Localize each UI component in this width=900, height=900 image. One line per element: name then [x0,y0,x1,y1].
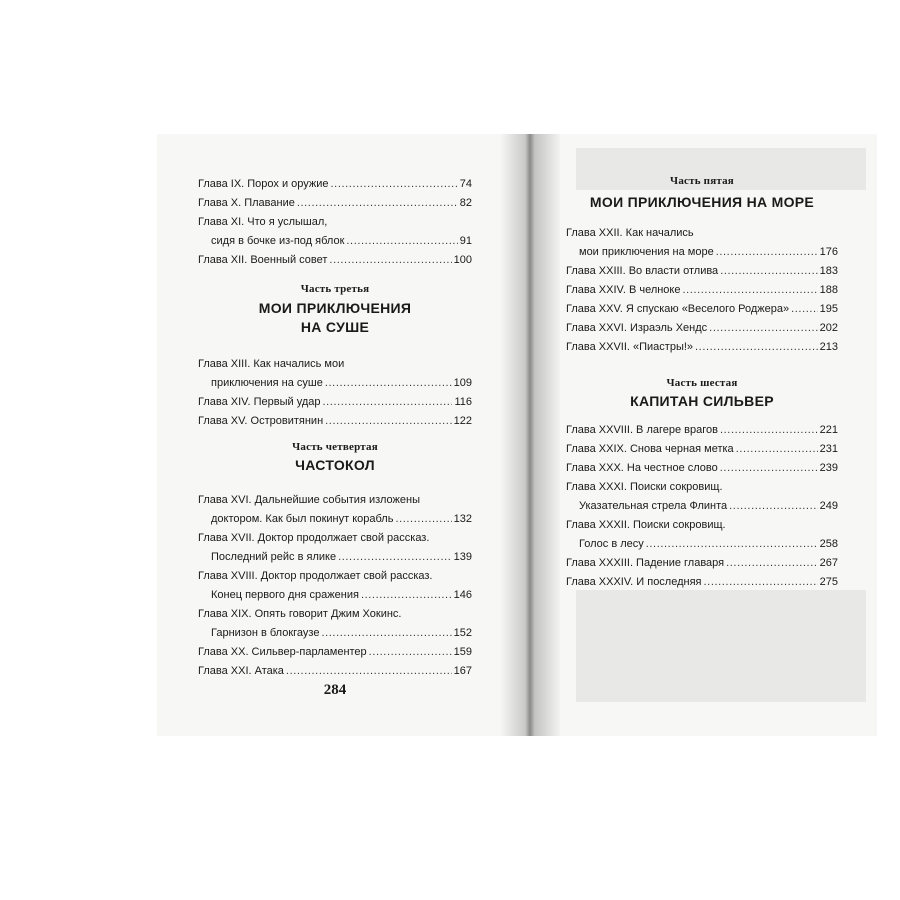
part-label: Часть пятая [670,175,734,187]
part-title: МОИ ПРИКЛЮЧЕНИЯ [258,300,412,316]
dot-leader [322,393,452,412]
part-heading [566,175,838,212]
chapter-title: Глава XIV. Первый удар [198,396,321,408]
part-label: Часть четвертая [292,441,378,453]
chapter-page-number: 152 [453,627,472,639]
chapter-title: Глава XI. Что я услышал, [198,216,328,228]
chapter-page-number: 109 [453,377,472,389]
dot-leader [726,554,818,573]
chapter-page-number: 146 [453,589,472,601]
dot-leader [331,175,458,194]
chapter-title: мои приключения на море [579,246,714,258]
dot-leader [395,510,451,529]
toc-entry-line [198,529,472,548]
part-label: Часть третья [300,283,370,295]
dot-leader [329,251,451,270]
chapter-page-number: 82 [459,197,472,209]
chapter-title: сидя в бочке из-под яблок [211,235,345,247]
toc-list [198,355,472,431]
toc-entry-line [198,412,472,431]
chapter-title: Глава XXX. На честное слово [566,462,718,474]
chapter-page-number: 100 [453,254,472,266]
dot-leader [720,262,817,281]
chapter-title: доктором. Как был покинут корабль [211,513,394,525]
chapter-title: Глава XIII. Как начались мои [198,358,345,370]
toc-entry-line [566,554,838,573]
chapter-page-number: 202 [819,322,838,334]
chapter-title: Глава XXI. Атака [198,665,284,677]
chapter-page-number: 116 [454,396,472,408]
dot-leader [346,232,457,251]
toc-list [566,421,838,592]
dot-leader [325,374,452,393]
chapter-title: Глава XXIII. Во власти отлива [566,265,719,277]
chapter-title: Глава IX. Порох и оружие [198,178,329,190]
chapter-page-number: 195 [819,303,838,315]
toc-entry-line [566,243,838,262]
toc-list [198,175,472,270]
part-title: ЧАСТОКОЛ [295,457,375,473]
toc-entry-line [566,478,838,497]
chapter-title: Глава XVI. Дальнейшие события изложены [198,494,421,506]
toc-entry-line [566,224,838,243]
chapter-page-number: 275 [819,576,838,588]
dot-leader [720,459,818,478]
toc-entry-line [566,300,838,319]
book-gutter [500,134,560,736]
toc-entry-line [198,491,472,510]
chapter-page-number: 267 [819,557,838,569]
page-number: 284 [323,682,347,698]
chapter-title: Глава XXXIII. Падение главаря [566,557,725,569]
chapter-page-number: 258 [819,538,838,550]
chapter-page-number: 91 [459,235,472,247]
toc-entry-line [198,510,472,529]
part-label: Часть шестая [666,377,738,389]
dot-leader [338,548,452,567]
toc-entry-line [566,573,838,592]
toc-entry-line [198,662,472,681]
dot-leader [682,281,817,300]
chapter-title: Глава XXXII. Поиски сокровищ. [566,519,726,531]
toc-entry-line [198,374,472,393]
toc-entry-line [566,421,838,440]
chapter-title: Глава XX. Сильвер-парламентер [198,646,367,658]
chapter-title: Последний рейс в ялике [211,551,337,563]
toc-entry-line [198,194,472,213]
chapter-page-number: 132 [453,513,472,525]
chapter-page-number: 183 [819,265,838,277]
dot-leader [286,662,452,681]
dot-leader [709,319,817,338]
chapter-page-number: 74 [459,178,472,190]
chapter-title: Глава XII. Военный совет [198,254,328,266]
chapter-title: Глава XV. Островитянин [198,415,324,427]
dot-leader [297,194,458,213]
dot-leader [695,338,818,357]
toc-entry-line [198,605,472,624]
chapter-title: Голос в лесу [579,538,644,550]
chapter-page-number: 231 [819,443,838,455]
toc-entry-line [198,232,472,251]
part-title: МОИ ПРИКЛЮЧЕНИЯ НА МОРЕ [589,194,815,210]
toc-entry-line [198,548,472,567]
chapter-page-number: 167 [453,665,472,677]
chapter-title: Указательная стрела Флинта [579,500,728,512]
toc-list [198,491,472,681]
toc-entry-line [566,262,838,281]
toc-entry-line [198,213,472,232]
dot-leader [646,535,818,554]
chapter-title: Глава XXVII. «Пиастры!» [566,341,694,353]
dot-leader [736,440,818,459]
chapter-title: Глава XXXIV. И последняя [566,576,702,588]
chapter-page-number: 176 [819,246,838,258]
chapter-title: Гарнизон в блокгаузе [211,627,320,639]
dot-leader [704,573,818,592]
toc-entry-line [566,497,838,516]
toc-entry-line [198,567,472,586]
dot-leader [791,300,818,319]
chapter-title: Глава X. Плавание [198,197,295,209]
toc-entry-line [566,319,838,338]
toc-entry-line [566,338,838,357]
chapter-page-number: 213 [819,341,838,353]
chapter-page-number: 188 [819,284,838,296]
toc-entry-line [566,459,838,478]
toc-entry-line [198,643,472,662]
dot-leader [729,497,817,516]
dot-leader [361,586,452,605]
dot-leader [321,624,451,643]
toc-entry-line [198,624,472,643]
part-heading [566,377,838,411]
chapter-title: Глава XXIV. В челноке [566,284,681,296]
part-heading [198,283,472,337]
chapter-title: Глава XVIII. Доктор продолжает свой рассказ. [198,570,433,582]
toc-entry-line [566,535,838,554]
chapter-page-number: 239 [819,462,838,474]
dot-leader [716,243,818,262]
part-title: КАПИТАН СИЛЬВЕР [630,393,774,409]
left-page [198,175,472,681]
chapter-title: Глава XXVIII. В лагере врагов [566,424,718,436]
toc-entry-line [198,355,472,374]
chapter-page-number: 249 [819,500,838,512]
show-through-bottom [576,590,866,702]
dot-leader [369,643,452,662]
chapter-title: Глава XIX. Опять говорит Джим Хокинс. [198,608,402,620]
chapter-title: Конец первого дня сражения [211,589,359,601]
part-heading [198,441,472,475]
chapter-title: приключения на суше [211,377,323,389]
part-title: НА СУШЕ [300,319,370,335]
chapter-title: Глава XVII. Доктор продолжает свой рассказ. [198,532,430,544]
chapter-title: Глава XXII. Как начались [566,227,694,239]
chapter-page-number: 122 [453,415,472,427]
chapter-title: Глава XXIX. Снова черная метка [566,443,734,455]
chapter-page-number: 159 [453,646,472,658]
toc-entry-line [566,440,838,459]
toc-entry-line [566,281,838,300]
chapter-title: Глава XXVI. Израэль Хендс [566,322,708,334]
toc-list [566,224,838,357]
toc-entry-line [198,393,472,412]
chapter-page-number: 139 [453,551,472,563]
toc-entry-line [198,586,472,605]
dot-leader [720,421,818,440]
chapter-page-number: 221 [819,424,838,436]
toc-entry-line [198,251,472,270]
chapter-title: Глава XXXI. Поиски сокровищ. [566,481,723,493]
chapter-title: Глава XXV. Я спускаю «Веселого Роджера» [566,303,790,315]
toc-entry-line [198,175,472,194]
dot-leader [325,412,451,431]
toc-entry-line [566,516,838,535]
right-page [566,175,838,592]
